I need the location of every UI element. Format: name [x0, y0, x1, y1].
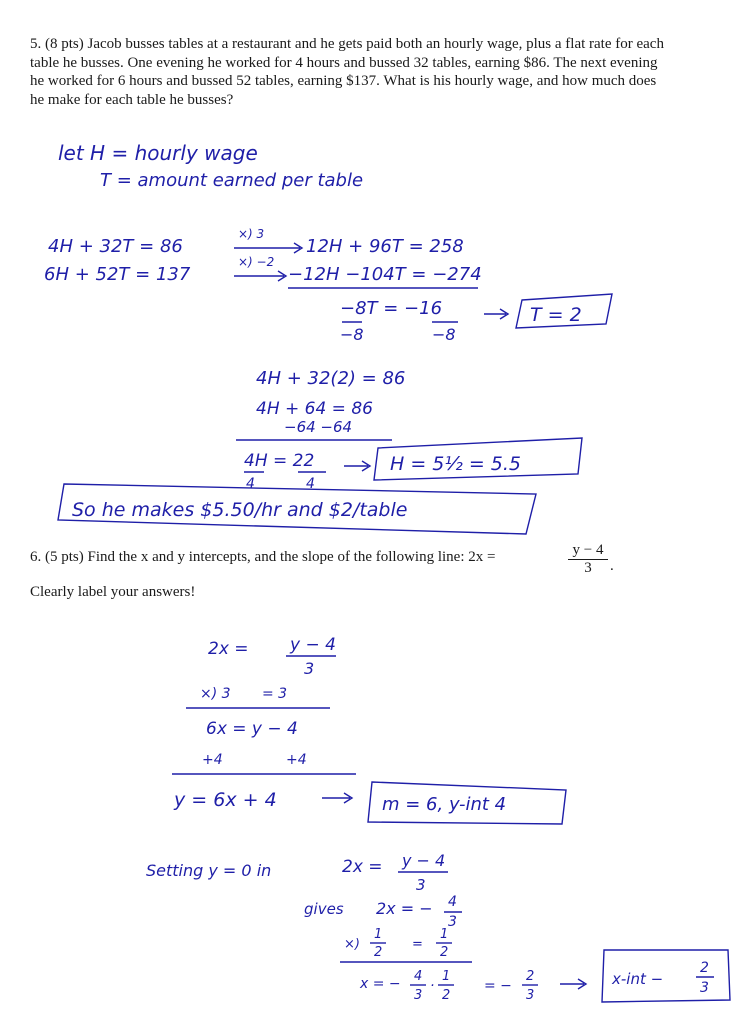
p6-x-dot: ·: [430, 978, 435, 994]
p6-setting-num: y − 4: [402, 851, 446, 870]
substitution-2: 4H + 64 = 86: [256, 399, 373, 419]
implies-arrow-h: [344, 461, 370, 471]
substitution-3: −64 −64: [284, 418, 353, 436]
answer-h: H = 5½ = 5.5: [390, 453, 522, 475]
problem-6-instruction: Clearly label your answers!: [30, 584, 196, 600]
p6-multiply-3: ×) 3: [200, 686, 231, 702]
equation-1: 4H + 32T = 86: [48, 236, 183, 257]
p6-x-eq: x = −: [360, 976, 401, 992]
implies-arrow-t: [484, 309, 508, 319]
problem-5-text: 5. (8 pts) Jacob busses tables at a restaurant and he gets paid both an hourly wage, plus a flat rate for each table he busses. One evening he worked for 4 hours and bussed 32 tables, earning $86. The next evening he worked for 6 hours and bussed 52 tables, earning $137. What is his hourly wage, and how much does he make for each table he busses?: [30, 36, 664, 108]
p6-gives-eq: 2x = −: [376, 899, 433, 918]
p6-mult-half: ×): [344, 937, 360, 952]
p6-half-num-1: 1: [374, 927, 383, 942]
p6-x-den-3: 3: [526, 988, 535, 1003]
p6-step1-left: 2x =: [208, 639, 249, 659]
p6-multiply-3-right: = 3: [262, 686, 288, 702]
solve-h: 4H = 22: [244, 451, 315, 471]
arrow-1: [234, 243, 302, 253]
fraction-denominator: 3: [584, 560, 592, 576]
p6-step1-num: y − 4: [290, 635, 336, 655]
divisor-h-left: 4: [246, 476, 255, 492]
problem-6-period: .: [610, 558, 614, 574]
equation-2-scaled: −12H −104T = −274: [288, 264, 482, 285]
answer-t: T = 2: [530, 304, 582, 326]
p6-setting-eq: 2x =: [342, 857, 383, 877]
p6-gives: gives: [304, 900, 344, 918]
p6-half-eq: =: [412, 937, 423, 952]
divisor-right: −8: [432, 325, 456, 344]
divisor-h-right: 4: [306, 476, 315, 492]
p6-x-result-eq: = −: [484, 978, 512, 994]
p6-setting-y0: Setting y = 0 in: [146, 861, 272, 880]
let-t-line: T = amount earned per table: [100, 170, 364, 191]
equation-1-scaled: 12H + 96T = 258: [306, 236, 464, 257]
p6-add-4-left: +4: [202, 752, 223, 768]
p6-slope-intercept: y = 6x + 4: [174, 789, 277, 811]
divisor-left: −8: [340, 325, 364, 344]
p6-half-den-1: 2: [374, 945, 383, 960]
p6-half-den-2: 2: [440, 945, 449, 960]
let-h-line: let H = hourly wage: [58, 141, 258, 165]
conclusion-text: So he makes $5.50/hr and $2/table: [72, 499, 408, 521]
arrow-2: [234, 271, 286, 281]
p6-x-den-1: 3: [414, 988, 423, 1003]
p6-step1-den: 3: [304, 659, 315, 678]
answer-x-int: x-int −: [612, 970, 664, 988]
problem-6-text: 6. (5 pts) Find the x and y intercepts, and the slope of the following line: 2x =: [30, 549, 496, 565]
p6-x-num-2: 1: [442, 969, 451, 984]
p6-x-num-1: 4: [414, 969, 423, 984]
p6-x-num-3: 2: [526, 969, 535, 984]
answer-x-int-num: 2: [700, 960, 709, 976]
p6-add-4-right: +4: [286, 752, 307, 768]
fraction-numerator: y − 4: [568, 542, 608, 560]
p6-x-implies-arrow: [560, 979, 586, 989]
p6-gives-den: 3: [448, 914, 457, 930]
answer-slope: m = 6, y-int 4: [382, 794, 507, 815]
sum-result: −8T = −16: [340, 298, 443, 319]
multiply-neg2: ×) −2: [238, 255, 275, 269]
p6-setting-den: 3: [416, 876, 426, 894]
substitution-1: 4H + 32(2) = 86: [256, 368, 406, 389]
p6-x-den-2: 2: [442, 988, 451, 1003]
equation-2: 6H + 52T = 137: [44, 264, 191, 285]
p6-half-num-2: 1: [440, 927, 449, 942]
multiply-3: ×) 3: [238, 227, 265, 241]
answer-x-int-den: 3: [700, 980, 709, 996]
p6-step3: 6x = y − 4: [206, 719, 298, 739]
p6-gives-num: 4: [448, 894, 457, 910]
p6-implies-arrow: [322, 793, 352, 803]
